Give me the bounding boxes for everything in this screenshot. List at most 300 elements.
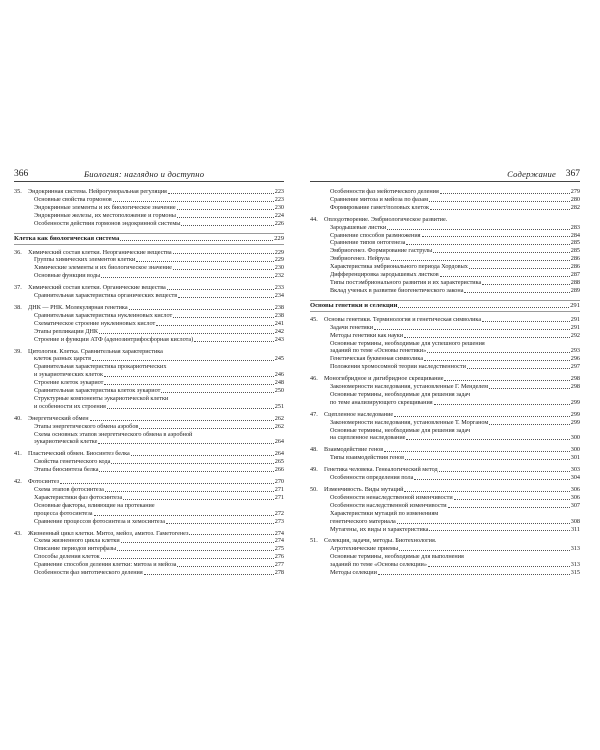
dot-leader bbox=[394, 416, 570, 417]
page-ref: 284 bbox=[570, 231, 580, 239]
toc-entry bbox=[28, 450, 284, 458]
dot-leader bbox=[90, 420, 274, 421]
entry-title: Сравнительная характеристика прокариотических bbox=[34, 363, 167, 371]
chapter-entries bbox=[324, 411, 580, 443]
toc-subentry bbox=[324, 263, 580, 271]
dot-leader bbox=[123, 499, 274, 500]
chapter-number: 49. bbox=[310, 466, 318, 474]
toc-chapter bbox=[310, 216, 580, 295]
entry-title: Генетика человека. Генеалогический метод bbox=[324, 466, 438, 474]
page-ref: 291 bbox=[570, 301, 580, 309]
entry-title: клеток разных царств bbox=[34, 355, 92, 363]
entry-title: Строение клеток эукариот bbox=[34, 379, 104, 387]
toc-chapter bbox=[14, 530, 284, 577]
page-ref: 229 bbox=[274, 248, 284, 256]
dot-leader bbox=[178, 297, 274, 298]
toc-column bbox=[310, 188, 580, 577]
chapter-number: 38. bbox=[14, 303, 22, 311]
toc-chapter bbox=[310, 466, 580, 482]
section-title: Основы генетики и селекции bbox=[310, 301, 398, 309]
toc-subentry bbox=[324, 526, 580, 534]
entry-title: Оплодотворение. Эмбриологическое развитие. bbox=[324, 215, 448, 223]
dot-leader bbox=[374, 329, 570, 330]
toc-subentry bbox=[28, 458, 284, 466]
toc-column bbox=[14, 188, 284, 577]
dot-leader bbox=[131, 455, 274, 456]
section-heading bbox=[310, 300, 580, 312]
page-ref: 299 bbox=[570, 410, 580, 418]
dot-leader bbox=[397, 523, 570, 524]
page-ref: 279 bbox=[570, 188, 580, 195]
dot-leader bbox=[406, 244, 569, 245]
toc-entry bbox=[28, 415, 284, 423]
page-ref: 315 bbox=[570, 569, 580, 577]
section-title: Клетка как биологическая система bbox=[14, 234, 120, 242]
toc-entry bbox=[324, 375, 580, 383]
page-ref: 306 bbox=[570, 486, 580, 493]
page-ref: 246 bbox=[274, 371, 284, 379]
dot-leader bbox=[139, 428, 273, 429]
toc-subentry bbox=[28, 336, 284, 344]
chapter-number: 51. bbox=[310, 537, 318, 545]
chapter-entries bbox=[28, 304, 284, 344]
toc-entry bbox=[28, 530, 284, 538]
entry-title: генетического материала bbox=[330, 517, 396, 525]
dot-leader bbox=[414, 479, 569, 480]
page-ref: 270 bbox=[274, 478, 284, 486]
dot-leader bbox=[92, 360, 274, 361]
dot-leader bbox=[166, 523, 274, 524]
page-ref: 291 bbox=[570, 323, 580, 331]
toc-subentry bbox=[28, 379, 284, 387]
dot-leader bbox=[422, 236, 570, 237]
dot-leader bbox=[434, 404, 570, 405]
entry-title: Эндокринная система. Нейрогуморальная регуляция bbox=[28, 188, 167, 195]
dot-leader bbox=[113, 201, 274, 202]
toc-subentry bbox=[324, 355, 580, 363]
dot-leader bbox=[391, 260, 570, 261]
chapter-number: 45. bbox=[310, 315, 318, 323]
page-ref: 303 bbox=[570, 466, 580, 474]
page-ref: 287 bbox=[570, 271, 580, 279]
page-ref: 292 bbox=[570, 331, 580, 339]
page-ref: 275 bbox=[274, 545, 284, 553]
entry-title: Схема этапов фотосинтеза bbox=[34, 486, 104, 493]
page-ref: 313 bbox=[570, 561, 580, 569]
toc-subentry bbox=[28, 363, 284, 371]
page-ref: 286 bbox=[570, 255, 580, 263]
dot-leader bbox=[398, 307, 569, 308]
chapter-number: 40. bbox=[14, 414, 22, 422]
dot-leader bbox=[121, 542, 274, 543]
running-title: Содержание bbox=[507, 169, 556, 179]
chapter-entries bbox=[28, 450, 284, 474]
page-ref: 308 bbox=[570, 517, 580, 525]
toc-entry bbox=[28, 188, 284, 196]
dot-leader bbox=[428, 566, 570, 567]
toc-chapter bbox=[310, 188, 580, 212]
dot-leader bbox=[467, 368, 570, 369]
dot-leader bbox=[429, 201, 570, 202]
book-spread bbox=[14, 168, 594, 638]
entry-title: Агротехнические приемы bbox=[330, 545, 399, 553]
entry-title: Этапы биосинтеза белка bbox=[34, 466, 99, 474]
dot-leader bbox=[469, 268, 570, 269]
entry-title: Свойства генетического кода bbox=[34, 458, 111, 466]
chapter-number: 46. bbox=[310, 375, 318, 383]
toc-subentry bbox=[28, 328, 284, 336]
entry-title: Особенности наследственной изменчивости bbox=[330, 501, 447, 509]
toc-subentry bbox=[28, 486, 284, 494]
page-ref: 289 bbox=[570, 286, 580, 294]
chapter-entries bbox=[324, 316, 580, 371]
toc-chapter bbox=[14, 415, 284, 447]
page-ref: 266 bbox=[274, 466, 284, 474]
toc-subentry bbox=[324, 391, 580, 399]
page-ref: 301 bbox=[570, 454, 580, 462]
toc-subentry bbox=[28, 220, 284, 228]
page-ref: 243 bbox=[274, 335, 284, 343]
toc-chapter bbox=[14, 304, 284, 344]
entry-title: Сравнительная характеристика клеток эукариот bbox=[34, 387, 161, 395]
toc-subentry bbox=[28, 355, 284, 363]
toc-entry bbox=[324, 537, 580, 545]
toc-subentry bbox=[28, 537, 284, 545]
entry-title: Эндокринные железы, их местоположение и гормоны bbox=[34, 211, 176, 219]
chapter-entries bbox=[28, 478, 284, 525]
page-ref: 250 bbox=[274, 387, 284, 395]
dot-leader bbox=[107, 408, 274, 409]
entry-title: Вклад ученых в развитие биогенетического закона bbox=[330, 286, 464, 294]
dot-leader bbox=[404, 337, 570, 338]
toc-subentry bbox=[324, 383, 580, 391]
toc-subentry bbox=[324, 279, 580, 287]
chapter-number: 36. bbox=[14, 248, 22, 256]
page-ref: 285 bbox=[570, 247, 580, 255]
toc-subentry bbox=[28, 256, 284, 264]
dot-leader bbox=[489, 424, 569, 425]
toc-entry bbox=[324, 446, 580, 454]
entry-title: Типы постэмбрионального развития и их характеристика bbox=[330, 278, 482, 286]
entry-title: по теме анализирующего скрещивания bbox=[330, 398, 433, 406]
dot-leader bbox=[384, 451, 570, 452]
page-ref: 233 bbox=[274, 284, 284, 292]
entry-title: Сравнение способов деления клетки: митоза и мейоза bbox=[34, 561, 177, 569]
chapter-number: 43. bbox=[14, 529, 22, 537]
chapter-entries bbox=[28, 348, 284, 411]
running-header bbox=[14, 168, 284, 182]
chapter-number: 37. bbox=[14, 284, 22, 292]
toc-subentry bbox=[324, 518, 580, 526]
toc-subentry bbox=[324, 324, 580, 332]
toc-subentry bbox=[324, 502, 580, 510]
dot-leader bbox=[104, 384, 273, 385]
entry-title: Способы деления клеток bbox=[34, 553, 100, 561]
page-ref: 306 bbox=[570, 493, 580, 501]
toc-subentry bbox=[28, 272, 284, 280]
chapter-entries bbox=[28, 415, 284, 447]
page-ref: 276 bbox=[274, 553, 284, 561]
chapter-number: 39. bbox=[14, 347, 22, 355]
entry-title: Эндокринные элементы и их биологическое значение bbox=[34, 203, 176, 211]
toc-subentry bbox=[324, 271, 580, 279]
toc-entry bbox=[28, 478, 284, 486]
page-ref: 226 bbox=[274, 219, 284, 227]
toc-chapter bbox=[310, 375, 580, 407]
dot-leader bbox=[430, 209, 570, 210]
dot-leader bbox=[173, 269, 274, 270]
entry-title: заданий по теме «Основы генетики» bbox=[330, 347, 427, 355]
toc-subentry bbox=[28, 466, 284, 474]
toc-subentry bbox=[28, 545, 284, 553]
entry-title: Пластический обмен. Биосинтез белка bbox=[28, 450, 130, 458]
entry-title: Основные свойства гормонов bbox=[34, 195, 112, 203]
page-ref: 232 bbox=[274, 272, 284, 280]
entry-title: Закономерности наследования, установленные Г. Менделем bbox=[330, 383, 489, 391]
toc-subentry bbox=[28, 264, 284, 272]
chapter-number: 42. bbox=[14, 478, 22, 486]
chapter-number: 44. bbox=[310, 215, 318, 223]
page-ref: 273 bbox=[274, 517, 284, 525]
page-ref: 271 bbox=[274, 486, 284, 493]
page-ref: 230 bbox=[274, 203, 284, 211]
chapter-entries bbox=[324, 446, 580, 462]
entry-title: Дифференцировка зародышевых листков bbox=[330, 271, 439, 279]
entry-title: Взаимодействие генов bbox=[324, 446, 384, 454]
entry-title: Основные термины, необходимые для успешного решения bbox=[330, 339, 485, 347]
toc-subentry bbox=[28, 312, 284, 320]
toc-chapter bbox=[14, 450, 284, 474]
toc-subentry bbox=[28, 438, 284, 446]
page-ref: 242 bbox=[274, 327, 284, 335]
toc-chapter bbox=[14, 348, 284, 411]
toc-entry bbox=[28, 348, 284, 356]
page-ref: 234 bbox=[274, 292, 284, 300]
entry-title: процесса фотосинтеза bbox=[34, 509, 93, 517]
dot-leader bbox=[101, 277, 274, 278]
toc-subentry bbox=[28, 518, 284, 526]
entry-title: Основы генетики. Терминология и генетическая символика bbox=[324, 315, 482, 323]
toc-subentry bbox=[324, 553, 580, 561]
toc-entry bbox=[324, 216, 580, 224]
toc-subentry bbox=[324, 510, 580, 518]
dot-leader bbox=[464, 292, 569, 293]
entry-title: ДНК — РНК. Молекулярная генетика bbox=[28, 303, 128, 311]
dot-leader bbox=[429, 530, 570, 531]
page-ref: 285 bbox=[570, 239, 580, 247]
entry-title: Положения хромосомной теории наследственности bbox=[330, 363, 466, 371]
toc-chapter bbox=[14, 249, 284, 281]
entry-title: и особенности их строения bbox=[34, 402, 106, 410]
entry-title: Методы генетики как науки bbox=[330, 331, 404, 339]
dot-leader bbox=[433, 252, 569, 253]
page-ref: 300 bbox=[570, 446, 580, 454]
page-ref: 298 bbox=[570, 383, 580, 391]
toc-subentry bbox=[324, 569, 580, 577]
entry-title: Сравнение митоза и мейоза по фазам bbox=[330, 195, 429, 203]
page-ref: 248 bbox=[274, 379, 284, 387]
toc-subentry bbox=[324, 561, 580, 569]
entry-title: Эмбриогенез. Формирование гаструлы bbox=[330, 247, 433, 255]
entry-title: Описание периодов интерфазы bbox=[34, 545, 117, 553]
chapter-number: 47. bbox=[310, 410, 318, 418]
entry-title: Сцепленное наследование bbox=[324, 410, 394, 418]
toc-subentry bbox=[324, 287, 580, 295]
entry-title: Характеристики фаз фотосинтеза bbox=[34, 493, 123, 501]
entry-title: Методы селекции bbox=[330, 569, 377, 577]
page-ref: 299 bbox=[570, 418, 580, 426]
page-ref: 288 bbox=[570, 278, 580, 286]
toc-subentry bbox=[324, 188, 580, 196]
entry-title: Особенности действия гормонов эндокринной системы bbox=[34, 219, 181, 227]
dot-leader bbox=[120, 240, 273, 241]
dot-leader bbox=[404, 491, 569, 492]
entry-title: Сравнение способов размножения bbox=[330, 231, 421, 239]
entry-title: Особенности фаз митотического деления bbox=[34, 569, 143, 577]
page-ref: 230 bbox=[274, 264, 284, 272]
entry-title: Основные термины, необходимые для решения задач bbox=[330, 426, 471, 434]
toc-chapter bbox=[310, 316, 580, 371]
page-ref: 265 bbox=[274, 458, 284, 466]
chapter-entries bbox=[28, 530, 284, 577]
toc-subentry bbox=[324, 247, 580, 255]
page-ref: 282 bbox=[570, 203, 580, 211]
page-ref: 262 bbox=[274, 422, 284, 430]
page-ref: 272 bbox=[274, 509, 284, 517]
page-ref: 238 bbox=[274, 303, 284, 311]
entry-title: Основные факторы, влияющие на протекание bbox=[34, 501, 155, 509]
dot-leader bbox=[161, 392, 273, 393]
chapter-number: 35. bbox=[14, 188, 22, 195]
entry-title: Мутагены, их виды и характеристика bbox=[330, 525, 429, 533]
toc-subentry bbox=[28, 423, 284, 431]
entry-title: Сравнительная характеристика нуклеиновых кислот bbox=[34, 311, 173, 319]
dot-leader bbox=[489, 388, 570, 389]
dot-leader bbox=[99, 333, 274, 334]
dot-leader bbox=[60, 483, 274, 484]
entry-title: Строение и функции АТФ (аденозинтрифосфорная кислота) bbox=[34, 335, 194, 343]
dot-leader bbox=[177, 209, 274, 210]
dot-leader bbox=[144, 574, 274, 575]
toc-subentry bbox=[28, 204, 284, 212]
toc-subentry bbox=[28, 510, 284, 518]
chapter-entries bbox=[28, 249, 284, 281]
entry-title: Сравнение типов онтогенеза bbox=[330, 239, 406, 247]
entry-title: Характеристика эмбрионального периода Хордовых bbox=[330, 263, 468, 271]
entry-title: Схема жизненного цикла клетки bbox=[34, 537, 120, 545]
page-number: 367 bbox=[565, 169, 580, 179]
dot-leader bbox=[424, 360, 570, 361]
toc-chapter bbox=[310, 537, 580, 577]
page-ref: 264 bbox=[274, 450, 284, 458]
chapter-entries bbox=[324, 188, 580, 212]
dot-leader bbox=[104, 376, 274, 377]
toc-subentry bbox=[28, 561, 284, 569]
page-ref: 264 bbox=[274, 438, 284, 446]
chapter-entries bbox=[324, 486, 580, 533]
toc-subentry bbox=[324, 434, 580, 442]
entry-title: эукариотической клетке bbox=[34, 438, 98, 446]
page-ref: 299 bbox=[570, 398, 580, 406]
dot-leader bbox=[399, 550, 570, 551]
section-heading bbox=[14, 233, 284, 245]
dot-leader bbox=[405, 459, 570, 460]
toc-subentry bbox=[28, 292, 284, 300]
entry-title: Цитология. Клетка. Сравнительная характеристика bbox=[28, 347, 163, 355]
toc-subentry bbox=[324, 474, 580, 482]
toc-chapter bbox=[14, 284, 284, 300]
toc-entry bbox=[324, 466, 580, 474]
entry-title: Химический состав клетки. Неорганические вещества bbox=[28, 248, 172, 256]
page-ref: 229 bbox=[274, 234, 284, 242]
dot-leader bbox=[448, 507, 570, 508]
toc-subentry bbox=[324, 419, 580, 427]
page-ref: 229 bbox=[274, 256, 284, 264]
toc-subentry bbox=[324, 545, 580, 553]
dot-leader bbox=[440, 193, 570, 194]
page-ref: 286 bbox=[570, 263, 580, 271]
entry-title: Особенности фаз мейотического деления bbox=[330, 188, 439, 195]
page-ref: 223 bbox=[274, 195, 284, 203]
dot-leader bbox=[444, 380, 569, 381]
entry-title: Закономерности наследования, установленные Т. Морганом bbox=[330, 418, 489, 426]
toc-subentry bbox=[324, 347, 580, 355]
dot-leader bbox=[482, 321, 570, 322]
chapter-number: 48. bbox=[310, 446, 318, 454]
toc-subentry bbox=[28, 502, 284, 510]
page-ref: 251 bbox=[274, 402, 284, 410]
entry-title: Основные функции воды bbox=[34, 272, 101, 280]
dot-leader bbox=[194, 341, 274, 342]
dot-leader bbox=[440, 276, 570, 277]
page-ref: 304 bbox=[570, 474, 580, 482]
dot-leader bbox=[136, 261, 273, 262]
entry-title: Сравнение процессов фотосинтеза и хемосинтеза bbox=[34, 517, 165, 525]
toc-subentry bbox=[324, 196, 580, 204]
page-ref: 296 bbox=[570, 355, 580, 363]
toc-subentry bbox=[28, 403, 284, 411]
toc-subentry bbox=[28, 494, 284, 502]
page-ref: 224 bbox=[274, 211, 284, 219]
entry-title: Схема основных этапов энергетического обмена в аэробной bbox=[34, 430, 193, 438]
page-ref: 278 bbox=[274, 569, 284, 577]
toc-subentry bbox=[324, 454, 580, 462]
toc-subentry bbox=[324, 239, 580, 247]
dot-leader bbox=[105, 491, 274, 492]
chapter-number bbox=[310, 188, 324, 212]
entry-title: Особенности ненаследственной изменчивости bbox=[330, 493, 453, 501]
page-ref: 313 bbox=[570, 545, 580, 553]
running-title: Биология: наглядно и доступно bbox=[84, 169, 205, 179]
toc-subentry bbox=[324, 232, 580, 240]
toc-chapter bbox=[310, 411, 580, 443]
chapter-number: 41. bbox=[14, 450, 22, 458]
toc-subentry bbox=[28, 212, 284, 220]
dot-leader bbox=[101, 558, 274, 559]
toc-entry bbox=[324, 411, 580, 419]
page-ref: 280 bbox=[570, 195, 580, 203]
entry-title: Этапы репликации ДНК bbox=[34, 327, 99, 335]
toc-subentry bbox=[28, 431, 284, 439]
entry-title: Задачи генетики bbox=[330, 323, 374, 331]
toc-entry bbox=[28, 304, 284, 312]
toc-subentry bbox=[324, 204, 580, 212]
dot-leader bbox=[406, 439, 569, 440]
entry-title: и эукариотических клеток bbox=[34, 371, 103, 379]
entry-title: на сцепленное наследование bbox=[330, 434, 406, 442]
entry-title: Жизненный цикл клетки. Митоз, мейоз, амитоз. Гаметогенез bbox=[28, 529, 189, 537]
entry-title: Формирование гамет/половых клеток bbox=[330, 203, 430, 211]
